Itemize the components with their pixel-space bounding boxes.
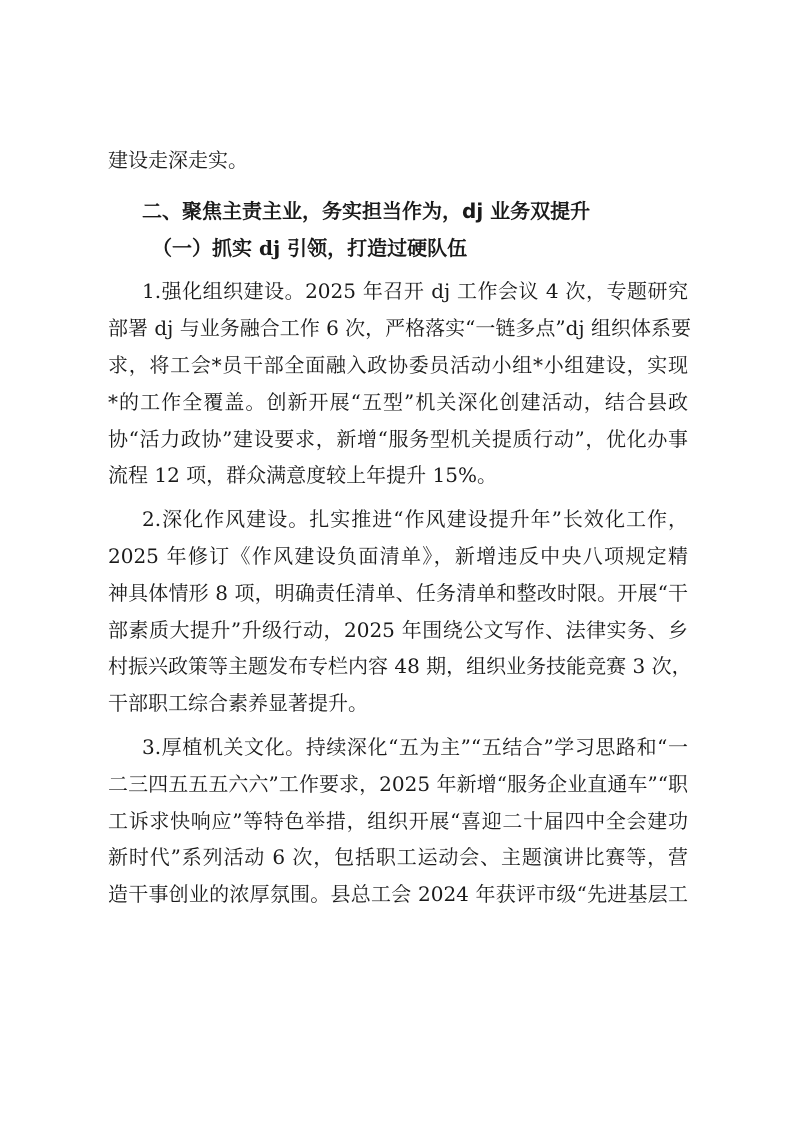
text-line: 干部职工综合素养显著提升。 (108, 691, 368, 716)
text-line: 部素质大提升”升级行动，2025 年围绕公文写作、法律实务、乡 (108, 617, 688, 642)
text-line: 求，将工会*员干部全面融入政协委员活动小组*小组建设，实现 (108, 352, 688, 377)
subsection-heading (108, 230, 688, 267)
text-line: 1.强化组织建设。2025 年召开 dj 工作会议 4 次，专题研究 (142, 279, 688, 304)
body-paragraph (108, 273, 691, 494)
text-line: 建设走深走实。 (108, 148, 248, 172)
text-line: *的工作全覆盖。创新开展“五型”机关深化创建活动，结合县政 (108, 389, 688, 414)
document-page (108, 142, 692, 913)
body-paragraph (108, 142, 688, 179)
text-line: （一）抓实 dj 引领，打造过硬队伍 (152, 235, 468, 260)
text-line: 2025 年修订《作风建设负面清单》，新增违反中央八项规定精 (108, 543, 688, 568)
text-line: 二三四五五五六六”工作要求，2025 年新增“服务企业直通车”“职 (108, 771, 688, 796)
text-line: 协“活力政协”建设要求，新增“服务型机关提质行动”，优化办事 (108, 426, 688, 451)
text-line: 部署 dj 与业务融合工作 6 次，严格落实“一链多点”dj 组织体系要 (108, 316, 691, 341)
body-paragraph (108, 729, 688, 913)
text-line: 造干事创业的浓厚氛围。县总工会 2024 年获评市级“先进基层工 (108, 882, 688, 907)
text-line: 流程 12 项，群众满意度较上年提升 15%。 (108, 463, 497, 488)
text-line: 村振兴政策等主题发布专栏内容 48 期，组织业务技能竞赛 3 次， (108, 654, 692, 679)
text-line: 二、聚焦主责主业，务实担当作为，dj 业务双提升 (142, 198, 591, 223)
text-line: 3.厚植机关文化。持续深化“五为主”“五结合”学习思路和“一 (142, 734, 688, 759)
text-line: 工诉求快响应”等特色举措，组织开展“喜迎二十届四中全会建功 (108, 808, 688, 833)
text-line: 2.深化作风建设。扎实推进“作风建设提升年”长效化工作， (142, 507, 688, 532)
text-line: 新时代”系列活动 6 次，包括职工运动会、主题演讲比赛等，营 (108, 845, 688, 870)
body-paragraph (108, 501, 692, 722)
section-heading (108, 193, 688, 230)
text-line: 神具体情形 8 项，明确责任清单、任务清单和整改时限。开展“干 (108, 580, 688, 605)
